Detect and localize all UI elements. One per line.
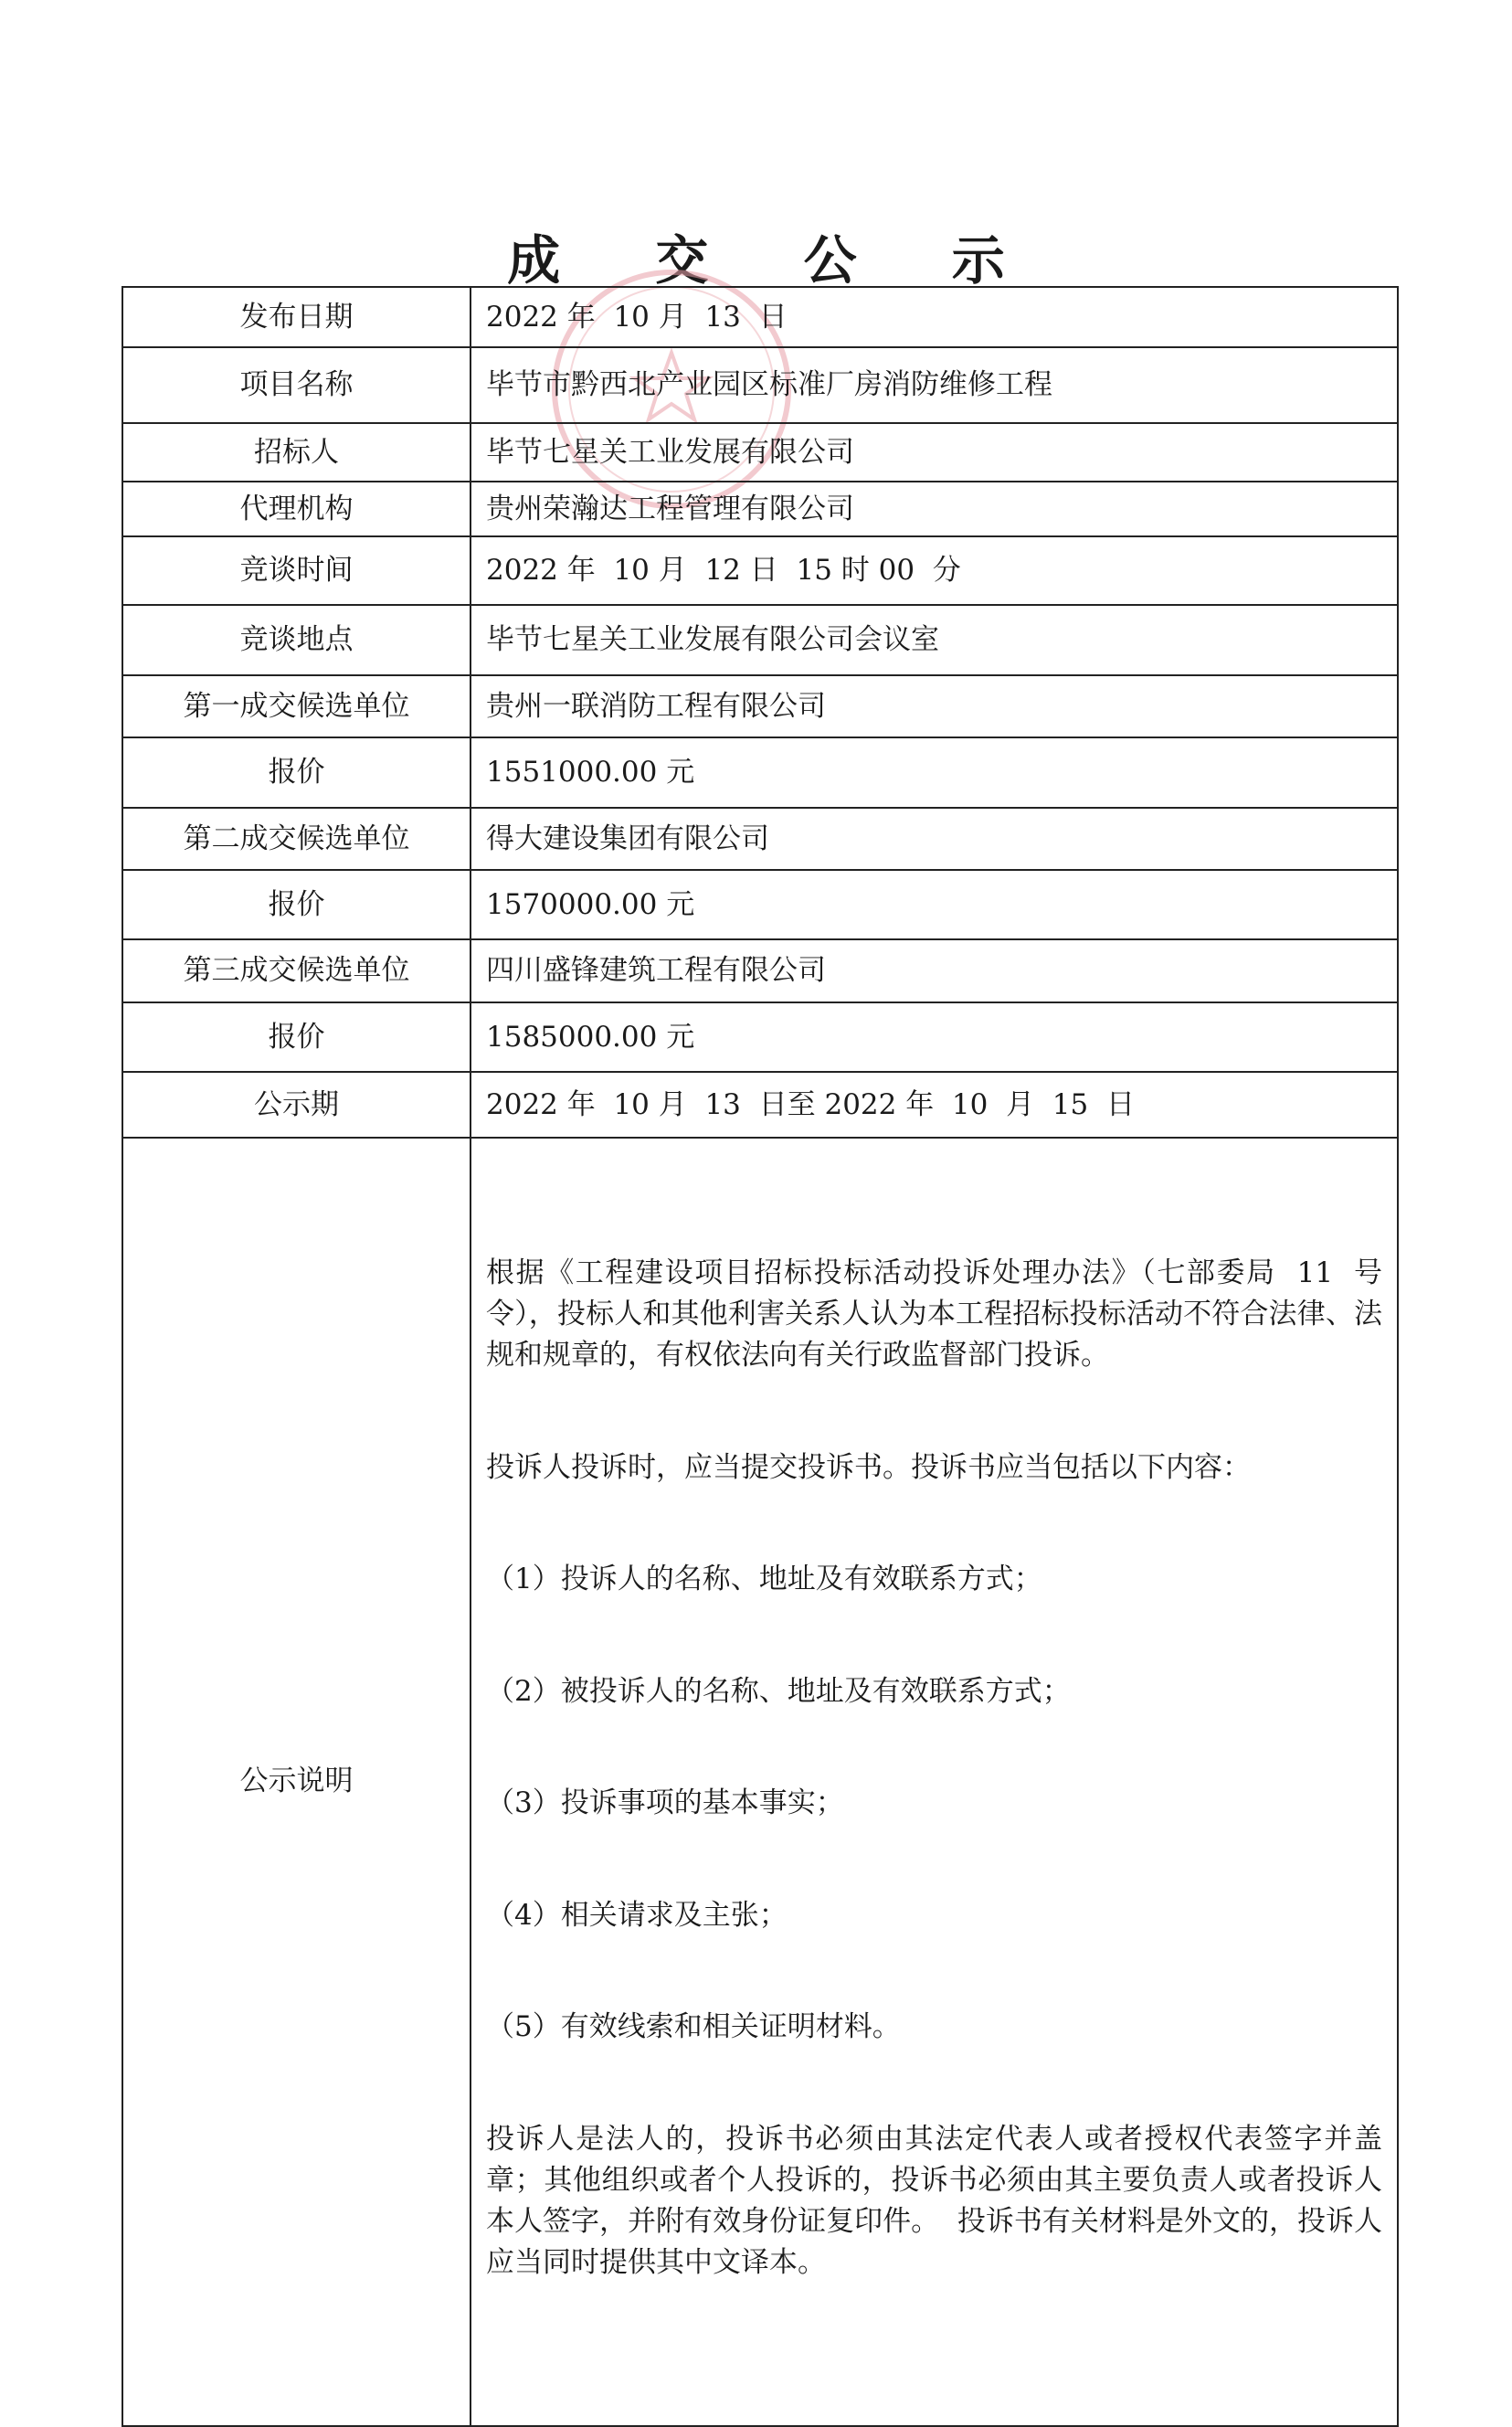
document-title: 成 交 公 示 (507, 229, 1043, 291)
row-label: 代理机构 (122, 482, 471, 536)
row-label: 竞谈地点 (122, 605, 471, 675)
row-value: 1570000.00 元 (471, 870, 1398, 939)
row-value: 毕节七星关工业发展有限公司会议室 (471, 605, 1398, 675)
table-row (122, 737, 1398, 808)
row-value: 得大建设集团有限公司 (471, 808, 1398, 870)
explanation-cell (471, 1138, 1398, 2426)
row-value: 2022 年 10 月 12 日 15 时 00 分 (471, 536, 1398, 605)
row-label: 竞谈时间 (122, 536, 471, 605)
table-row (122, 939, 1398, 1002)
explanation-paragraph: 投诉人是法人的，投诉书必须由其法定代表人或者授权代表签字并盖章；其他组织或者个人投诉的，投诉书必须由其主要负责人或者投诉人本人签字，并附有效身份证复印件。 投诉书有关材料是外文的，投诉人应当同时提供其中文译本。 (486, 2122, 1382, 2279)
announcement-table (122, 286, 1399, 2427)
table-row (122, 1072, 1398, 1138)
row-value: 1551000.00 元 (471, 737, 1398, 808)
explanation-paragraph: 根据《工程建设项目招标投标活动投诉处理办法》（七部委局 11 号令），投标人和其他利害关系人认为本工程招标投标活动不符合法律、法规和规章的，有权依法向有关行政监督部门投诉。 (486, 1256, 1382, 1372)
table-row (122, 536, 1398, 605)
explanation-list-item: （3）投诉事项的基本事实； (486, 1786, 844, 1819)
explanation-list-item: （1）投诉人的名称、地址及有效联系方式； (486, 1563, 1042, 1595)
row-label: 报价 (122, 870, 471, 939)
row-label: 招标人 (122, 423, 471, 482)
table-row (122, 482, 1398, 536)
explanation-list-item: （4）相关请求及主张； (486, 1898, 788, 1932)
row-value: 毕节市黔西北产业园区标准厂房消防维修工程 (471, 347, 1398, 423)
table-row (122, 675, 1398, 737)
row-value: 贵州荣瀚达工程管理有限公司 (471, 482, 1398, 536)
row-value: 1585000.00 元 (471, 1002, 1398, 1072)
explanation-label: 公示说明 (122, 1138, 471, 2426)
row-value: 四川盛锋建筑工程有限公司 (471, 939, 1398, 1002)
table-row-explanation (122, 1138, 1398, 2426)
explanation-list-item: （5）有效线索和相关证明材料。 (486, 2010, 901, 2043)
row-label: 报价 (122, 1002, 471, 1072)
row-label: 第三成交候选单位 (122, 939, 471, 1002)
row-value: 2022 年 10 月 13 日至 2022 年 10 月 15 日 (471, 1072, 1398, 1138)
row-label: 第二成交候选单位 (122, 808, 471, 870)
row-label: 项目名称 (122, 347, 471, 423)
row-label: 报价 (122, 737, 471, 808)
table-row (122, 1002, 1398, 1072)
row-label: 发布日期 (122, 287, 471, 347)
table-row (122, 287, 1398, 347)
explanation-text (486, 1182, 1382, 2355)
row-value: 贵州一联消防工程有限公司 (471, 675, 1398, 737)
explanation-list-item: （2）被投诉人的名称、地址及有效联系方式； (486, 1674, 1071, 1708)
table-row (122, 423, 1398, 482)
row-value: 2022 年 10 月 13 日 (471, 287, 1398, 347)
row-label: 公示期 (122, 1072, 471, 1138)
table-row (122, 605, 1398, 675)
table-row (122, 808, 1398, 870)
explanation-paragraph: 投诉人投诉时，应当提交投诉书。投诉书应当包括以下内容： (486, 1450, 1251, 1484)
table-row (122, 870, 1398, 939)
table-row (122, 347, 1398, 423)
row-label: 第一成交候选单位 (122, 675, 471, 737)
row-value: 毕节七星关工业发展有限公司 (471, 423, 1398, 482)
